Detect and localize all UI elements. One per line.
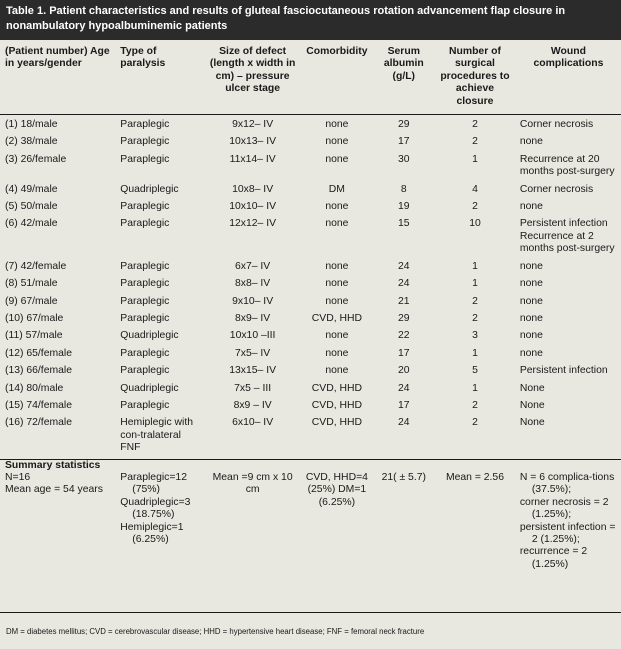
footnote: DM = diabetes mellitus; CVD = cerebrovascular disease; HHD = hypertensive heart disease; FNF = femoral neck fracture — [0, 612, 621, 649]
summary-n: N=16 — [5, 471, 31, 483]
cell-albumin: 29 — [397, 119, 410, 131]
cell-patient: (16) 72/female — [5, 417, 72, 429]
cell-procedures: 1 — [472, 260, 478, 272]
cell-albumin: 21 — [397, 295, 410, 307]
cell-defect: 9x10– IV — [232, 295, 274, 307]
cell-defect: 12x12– IV — [229, 218, 277, 230]
header-row — [0, 40, 621, 115]
cell-patient: (10) 67/male — [5, 312, 64, 324]
cell-procedures: 3 — [472, 330, 478, 342]
cell-paralysis: Quadriplegic — [120, 330, 179, 342]
header-defect: Size of defect (length x width in cm) – pressure ulcer stage — [209, 46, 296, 95]
cell-procedures: 2 — [472, 312, 478, 324]
cell-albumin: 24 — [397, 417, 410, 429]
cell-patient: (2) 38/male — [5, 136, 58, 148]
table-row — [0, 134, 621, 151]
cell-paralysis: Paraplegic — [120, 295, 170, 307]
table-row — [0, 415, 621, 459]
cell-albumin: 24 — [397, 260, 410, 272]
table-row — [0, 151, 621, 181]
cell-procedures: 1 — [472, 278, 478, 290]
table-row — [0, 293, 621, 310]
cell-albumin: 20 — [397, 365, 410, 377]
cell-defect: 10x10– IV — [229, 201, 277, 213]
table-row — [0, 181, 621, 198]
cell-defect: 8x8– IV — [235, 278, 271, 290]
cell-comorbidity: none — [325, 153, 349, 165]
cell-paralysis: Paraplegic — [120, 312, 170, 324]
cell-albumin: 17 — [397, 399, 410, 411]
summary-section — [0, 459, 621, 571]
table-row — [0, 363, 621, 380]
table-row — [0, 276, 621, 293]
cell-paralysis: Paraplegic — [120, 365, 170, 377]
summary-albumin: 21( ± 5.7) — [381, 471, 426, 483]
cell-defect: 7x5 – III — [234, 382, 272, 394]
cell-comorbidity: DM — [328, 183, 345, 195]
cell-albumin: 29 — [397, 312, 410, 324]
cell-complications: Persistent infection — [519, 365, 608, 377]
cell-complications: Corner necrosis — [519, 119, 594, 131]
summary-mean-age: Mean age = 54 years — [5, 484, 103, 496]
cell-patient: (1) 18/male — [5, 119, 58, 131]
table-row — [0, 380, 621, 397]
table-row — [0, 345, 621, 362]
cell-comorbidity: CVD, HHD — [311, 417, 362, 429]
summary-complications-cell — [517, 472, 621, 571]
cell-paralysis: Paraplegic — [120, 278, 170, 290]
summary-patient-cell — [0, 472, 117, 571]
cell-paralysis: Paraplegic — [120, 260, 170, 272]
cell-defect: 10x13– IV — [229, 136, 277, 148]
cell-defect: 8x9– IV — [235, 312, 271, 324]
cell-complications: None — [519, 417, 545, 429]
cell-paralysis: Paraplegic — [120, 201, 170, 213]
cell-paralysis: Paraplegic — [120, 399, 170, 411]
cell-comorbidity: none — [325, 365, 349, 377]
summary-complication-item: N = 6 complica-tions (37.5%); — [519, 471, 615, 496]
cell-comorbidity: none — [325, 260, 349, 272]
header-complications: Wound complications — [533, 46, 604, 70]
cell-complications: none — [519, 136, 543, 148]
cell-patient: (12) 65/female — [5, 347, 72, 359]
summary-procedures: Mean = 2.56 — [445, 471, 504, 483]
cell-albumin: 22 — [397, 330, 410, 342]
cell-comorbidity: CVD, HHD — [311, 382, 362, 394]
cell-defect: 6x7– IV — [235, 260, 271, 272]
cell-complications: none — [519, 347, 543, 359]
cell-complications: Recurrence at 20 months post-surgery — [519, 153, 615, 178]
cell-procedures: 5 — [472, 365, 478, 377]
cell-albumin: 24 — [397, 382, 410, 394]
cell-complications: none — [519, 312, 543, 324]
table-row — [0, 199, 621, 216]
cell-defect: 7x5– IV — [235, 347, 271, 359]
cell-complications: none — [519, 330, 543, 342]
cell-patient: (3) 26/female — [5, 153, 67, 165]
cell-complications: none — [519, 295, 543, 307]
cell-comorbidity: CVD, HHD — [311, 312, 362, 324]
cell-albumin: 8 — [400, 183, 407, 195]
cell-patient: (7) 42/female — [5, 260, 67, 272]
table-row — [0, 258, 621, 275]
cell-patient: (5) 50/male — [5, 201, 58, 213]
cell-comorbidity: none — [325, 278, 349, 290]
table-body — [0, 115, 621, 460]
cell-procedures: 1 — [472, 347, 478, 359]
cell-patient: (9) 67/male — [5, 295, 58, 307]
cell-paralysis: Hemiplegic with con-tralateral FNF — [120, 417, 194, 454]
cell-patient: (11) 57/male — [5, 330, 63, 342]
header-albumin: Serum albumin (g/L) — [383, 46, 424, 82]
cell-patient: (13) 66/female — [5, 365, 72, 377]
cell-complications: Corner necrosis — [519, 183, 594, 195]
summary-heading: Summary statistics — [5, 459, 101, 471]
summary-complication-item: recurrence = 2 (1.25%) — [519, 546, 588, 570]
table-row — [0, 328, 621, 345]
cell-defect: 10x8– IV — [232, 183, 274, 195]
cell-complications: none — [519, 260, 543, 272]
table-row — [0, 397, 621, 414]
cell-defect: 11x14– IV — [229, 153, 276, 165]
table-row — [0, 216, 621, 258]
cell-defect: 6x10– IV — [232, 417, 274, 429]
summary-paralysis-item: Paraplegic=12 (75%) — [120, 471, 187, 496]
summary-paralysis-item: Hemiplegic=1 (6.25%) — [120, 521, 184, 545]
header-procedures: Number of surgical procedures to achieve closure — [440, 46, 510, 107]
cell-defect: 13x15– IV — [229, 365, 277, 377]
cell-albumin: 19 — [397, 201, 410, 213]
cell-procedures: 2 — [472, 201, 478, 213]
cell-patient: (8) 51/male — [5, 278, 58, 290]
summary-row — [0, 472, 621, 571]
cell-comorbidity: none — [325, 347, 349, 359]
summary-defect: Mean =9 cm x 10 cm — [212, 471, 293, 496]
cell-comorbidity: none — [325, 218, 349, 230]
cell-defect: 10x10 –III — [229, 330, 276, 342]
cell-complications: none — [519, 278, 543, 290]
cell-procedures: 2 — [472, 295, 478, 307]
summary-complication-item: persistent infection = 2 (1.25%); — [519, 521, 616, 545]
cell-patient: (4) 49/male — [5, 183, 58, 195]
cell-albumin: 17 — [397, 347, 410, 359]
summary-paralysis-cell — [117, 472, 206, 571]
cell-procedures: 1 — [472, 153, 478, 165]
cell-comorbidity: none — [325, 201, 349, 213]
header-paralysis: Type of paralysis — [120, 46, 166, 70]
table-row — [0, 115, 621, 134]
table-row — [0, 310, 621, 327]
cell-comorbidity: none — [325, 330, 349, 342]
cell-paralysis: Paraplegic — [120, 218, 170, 230]
cell-defect: 8x9 – IV — [233, 399, 272, 411]
cell-comorbidity: none — [325, 295, 349, 307]
summary-comorbidity: CVD, HHD=4 (25%) DM=1 (6.25%) — [305, 471, 368, 508]
header-patient: (Patient number) Age in years/gender — [5, 46, 110, 70]
cell-patient: (6) 42/male — [5, 218, 58, 230]
cell-paralysis: Quadriplegic — [120, 183, 179, 195]
table-title: Table 1. Patient characteristics and results of gluteal fasciocutaneous rotation advancement flap closure in nonambulatory hypoalbuminemic patients — [0, 0, 621, 40]
cell-procedures: 2 — [472, 136, 478, 148]
cell-paralysis: Quadriplegic — [120, 382, 179, 394]
summary-complication-item: corner necrosis = 2 (1.25%); — [519, 496, 609, 521]
cell-albumin: 30 — [397, 153, 410, 165]
cell-patient: (15) 74/female — [5, 399, 72, 411]
cell-albumin: 17 — [397, 136, 410, 148]
cell-defect: 9x12– IV — [232, 119, 274, 131]
cell-comorbidity: none — [325, 119, 349, 131]
summary-paralysis-item: Quadriplegic=3 (18.75%) — [120, 496, 191, 521]
cell-paralysis: Paraplegic — [120, 136, 170, 148]
cell-paralysis: Paraplegic — [120, 153, 170, 165]
header-comorbidity: Comorbidity — [306, 46, 368, 57]
cell-complications: None — [519, 382, 545, 394]
cell-patient: (14) 80/male — [5, 382, 64, 394]
cell-procedures: 4 — [472, 183, 478, 195]
cell-complications: Persistent infection Recurrence at 2 months post-surgery — [519, 218, 615, 255]
cell-procedures: 10 — [469, 218, 481, 230]
cell-albumin: 24 — [397, 278, 410, 290]
cell-procedures: 2 — [472, 119, 478, 131]
cell-complications: none — [519, 201, 543, 213]
cell-paralysis: Paraplegic — [120, 119, 170, 131]
cell-comorbidity: CVD, HHD — [311, 399, 362, 411]
cell-procedures: 1 — [472, 382, 478, 394]
patient-table — [0, 40, 621, 571]
cell-complications: None — [519, 399, 545, 411]
cell-comorbidity: none — [325, 136, 349, 148]
cell-albumin: 15 — [397, 218, 410, 230]
cell-procedures: 2 — [472, 417, 478, 429]
cell-paralysis: Paraplegic — [120, 347, 170, 359]
cell-procedures: 2 — [472, 399, 478, 411]
